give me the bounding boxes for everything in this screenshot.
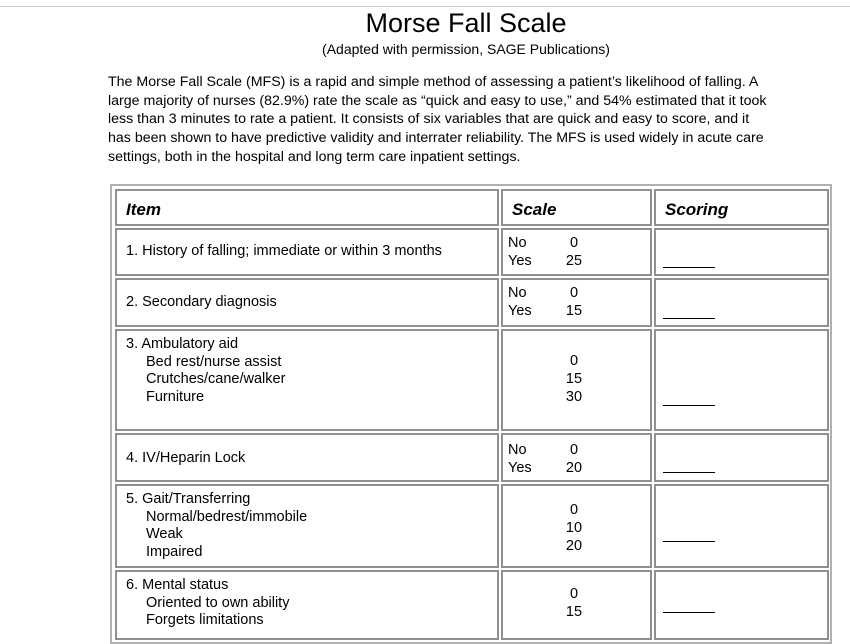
- row-1-scale: [501, 228, 652, 276]
- row-4-scale: [501, 433, 652, 482]
- scale-label: Yes: [508, 303, 532, 319]
- scale-value: 20: [565, 460, 583, 476]
- subitem-label: Bed rest/nurse assist: [146, 353, 282, 370]
- subitem-label: Crutches/cane/walker: [146, 371, 286, 387]
- row-3-scale: [501, 329, 652, 431]
- scale-value: 15: [565, 303, 583, 319]
- row-1-item: [115, 228, 499, 276]
- item-label: 4. IV/Heparin Lock: [126, 450, 246, 466]
- scale-value: 0: [569, 502, 579, 518]
- page-title: Morse Fall Scale: [365, 8, 567, 38]
- scale-value: 20: [565, 538, 583, 554]
- row-2-scoring[interactable]: [654, 278, 829, 327]
- scale-value: 25: [565, 253, 583, 269]
- row-2-scale: [501, 278, 652, 327]
- scale-value: 0: [569, 235, 579, 251]
- row-4-scoring[interactable]: [654, 433, 829, 482]
- item-label: 2. Secondary diagnosis: [126, 294, 277, 310]
- score-blank[interactable]: [663, 472, 715, 473]
- subitem-label: Forgets limitations: [146, 612, 264, 628]
- row-3-item: [115, 329, 499, 431]
- score-blank[interactable]: [663, 318, 715, 319]
- header-item: Item: [115, 189, 499, 226]
- item-label: 5. Gait/Transferring: [126, 491, 251, 507]
- scale-label: Yes: [508, 460, 532, 476]
- morse-fall-scale-table: [110, 184, 832, 644]
- score-blank[interactable]: [663, 267, 715, 268]
- scale-label: Yes: [508, 253, 532, 269]
- subitem-label: Normal/bedrest/immobile: [146, 508, 308, 525]
- scale-label: No: [508, 285, 527, 301]
- row-5-scoring[interactable]: [654, 484, 829, 568]
- page-subtitle: (Adapted with permission, SAGE Publications): [322, 41, 610, 57]
- row-2-item: [115, 278, 499, 327]
- scale-value: 15: [565, 604, 583, 620]
- intro-line: has been shown to have predictive validity and interrater reliability. The MFS is used widely in acute care: [108, 129, 764, 146]
- scale-value: 0: [569, 586, 579, 602]
- intro-line: large majority of nurses (82.9%) rate the scale as “quick and easy to use,” and 54% estimated that it took: [108, 92, 767, 109]
- top-rule: [0, 6, 850, 7]
- scale-label: No: [508, 442, 527, 458]
- intro-paragraph: [108, 73, 828, 167]
- row-3-scoring[interactable]: [654, 329, 829, 431]
- item-label: 1. History of falling; immediate or within 3 months: [126, 243, 442, 259]
- item-label: 3. Ambulatory aid: [126, 336, 239, 352]
- score-blank[interactable]: [663, 612, 715, 613]
- score-blank[interactable]: [663, 541, 715, 542]
- row-1-scoring[interactable]: [654, 228, 829, 276]
- row-5-item: [115, 484, 499, 568]
- scale-label: No: [508, 235, 527, 251]
- row-4-item: [115, 433, 499, 482]
- subitem-label: Weak: [146, 526, 183, 542]
- scale-value: 30: [565, 389, 583, 405]
- scale-value: 0: [569, 353, 579, 369]
- header-scoring: Scoring: [654, 189, 829, 226]
- header-scale: Scale: [501, 189, 652, 226]
- row-5-scale: [501, 484, 652, 568]
- score-blank[interactable]: [663, 405, 715, 406]
- scale-value: 10: [565, 520, 583, 536]
- scale-value: 0: [569, 285, 579, 301]
- subitem-label: Impaired: [146, 543, 203, 560]
- intro-line: settings, both in the hospital and long term care inpatient settings.: [108, 149, 521, 165]
- subitem-label: Oriented to own ability: [146, 594, 290, 611]
- intro-line: The Morse Fall Scale (MFS) is a rapid and simple method of assessing a patient’s likelihood of falling. A: [108, 74, 759, 90]
- row-6-scoring[interactable]: [654, 570, 829, 640]
- item-label: 6. Mental status: [126, 577, 229, 593]
- subitem-label: Furniture: [146, 388, 205, 405]
- row-6-item: [115, 570, 499, 640]
- row-6-scale: [501, 570, 652, 640]
- scale-value: 15: [565, 371, 583, 387]
- scale-value: 0: [569, 442, 579, 458]
- intro-line: less than 3 minutes to rate a patient. It consists of six variables that are quick and easy to score, and it: [108, 111, 750, 127]
